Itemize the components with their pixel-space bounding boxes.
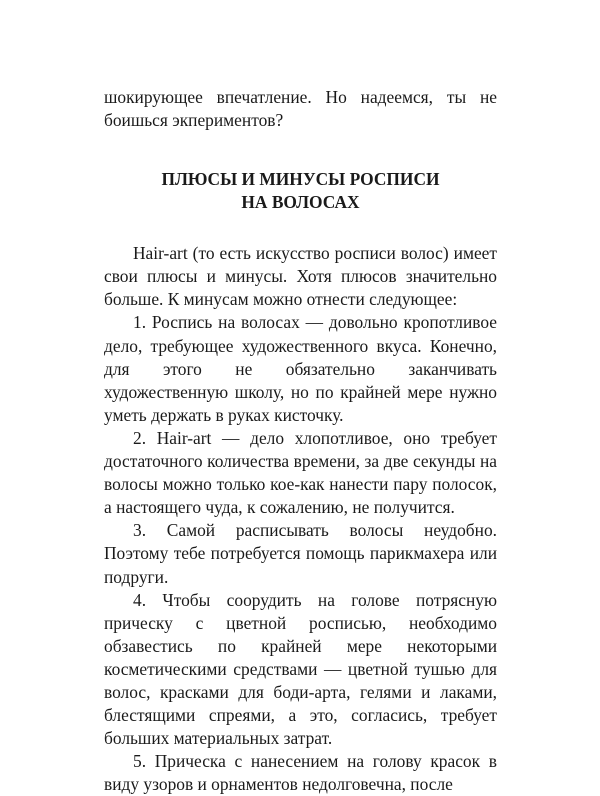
paragraph-item-5: 5. Прическа с нанесением на голову красок в виду узоров и орнаментов недолговечна, после — [104, 751, 497, 795]
section-title-line-1: ПЛЮСЫ И МИНУСЫ РОСПИСИ — [161, 169, 440, 190]
paragraph-item-4: 4. Чтобы соорудить на голове потрясную прическу с цветной росписью, необходимо обзавестись по крайней мере некоторыми косметическими средствами — цветной тушью для волос, красками для боди-арта, гелями и лаками, блестящими спреями, а это, согласись, требует больших материальных затрат. — [104, 589, 497, 749]
paragraph-item-1: 1. Роспись на волосах — довольно кропотливое дело, требующее художественного вкуса. Конечно, для этого не обязательно заканчивать художественную школу, но по крайней мере нужно уметь держать в руках кисточку. — [104, 312, 497, 425]
book-page — [104, 86, 497, 796]
paragraph-overview: Hair-art (то есть искусство росписи волос) имеет свои плюсы и минусы. Хотя плюсов значительно больше. К минусам можно отнести следующее: — [104, 243, 497, 310]
section-title — [104, 168, 497, 214]
paragraph-item-2: 2. Hair-art — дело хлопотливое, оно требует достаточного количества времени, за две секунды на волосы можно только кое-как нанести пару полосок, а настоящего чуда, к сожалению, не получится. — [104, 427, 497, 518]
section-title-line-2: НА ВОЛОСАХ — [241, 192, 360, 213]
intro-paragraph: шокирующее впечатление. Но надеемся, ты не боишься экпериментов? — [104, 87, 497, 131]
paragraph-item-3: 3. Самой расписывать волосы неудобно. Поэтому тебе потребуется помощь парикмахера или подруги. — [104, 520, 497, 587]
